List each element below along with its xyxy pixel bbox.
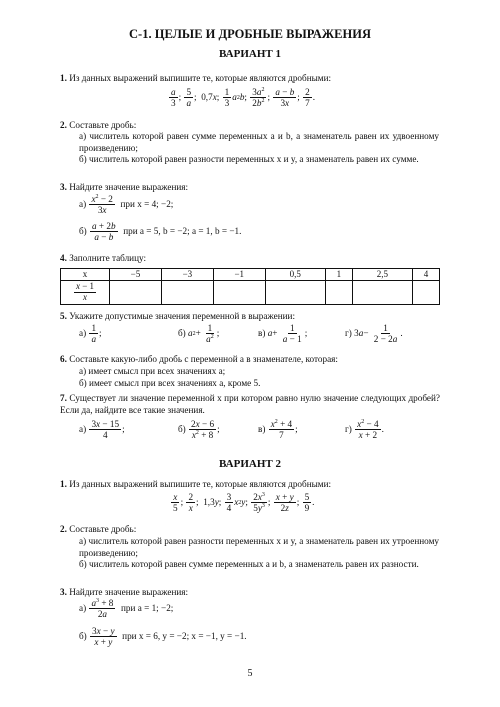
table-header-cell: 4 bbox=[412, 269, 439, 281]
v1-q5-b: б) a 2 + $\frac{1}{a^2}$ ; bbox=[178, 323, 220, 345]
v1-q7-d: г) $\frac{x^2 - 4}{x + 2}$ . bbox=[345, 418, 384, 441]
variant-1-heading: ВАРИАНТ 1 bbox=[219, 48, 281, 60]
v1-q4: 4. Заполните таблицу: bbox=[60, 253, 147, 263]
v2-q3-a: а) $\frac{a^3 + 8}{2a}$ при a = 1; −2; bbox=[79, 597, 174, 620]
table-header-cell: 1 bbox=[325, 269, 352, 281]
table-header-cell: −1 bbox=[213, 269, 265, 281]
variant-2-heading: ВАРИАНТ 2 bbox=[219, 458, 281, 470]
v1-q5-a: а) $\frac{1}{a}$ ; bbox=[79, 323, 102, 345]
v1-q4-table bbox=[60, 268, 440, 305]
v1-q7: 7. Существует ли значение переменной x при котором равно нулю значение следующих дробей? Если да, найдите все такие значения. bbox=[60, 393, 440, 415]
v1-q7-c: в) $\frac{x^2 + 4}{7}$ ; bbox=[258, 418, 298, 441]
table-header-cell: 2,5 bbox=[352, 269, 412, 281]
v1-q2-a: а) числитель которой равен сумме переменных a и b, а знаменатель равен их удвоенному произведению; bbox=[79, 131, 439, 153]
v1-q2: 2. Составьте дробь: bbox=[60, 120, 137, 130]
v1-q5-c: в) a + $\frac{1}{a - 1}$ ; bbox=[258, 323, 308, 345]
table-header-cell: −5 bbox=[110, 269, 162, 281]
v2-q3: 3. Найдите значение выражения: bbox=[60, 587, 189, 597]
v2-q1-expressions: $\frac{x}{5}$ ; $\frac{2}{x}$ ; 1,3 y ; $\frac{3}{4}$ x 2 y ; $\frac{2x^3}{5y^3}$ ; $\frac{x + y}{2z}$ ; $\frac{5}{9}$ . bbox=[173, 491, 315, 514]
v1-q1-expressions: $\frac{a}{3}$ ; $\frac{5}{a}$ ; 0,7 x ; $\frac{1}{3}$ a 2 b ; $\frac{3a^2}{2b^2}$ ; $\frac{a - b}{3x}$ ; $\frac{2}{7}$ . bbox=[171, 86, 316, 109]
v1-q3-a: а) $\frac{x^2 - 2}{3x}$ при x = 4; −2; bbox=[79, 193, 174, 216]
table-cell[interactable] bbox=[352, 281, 412, 305]
table-cell[interactable] bbox=[161, 281, 213, 305]
table-cell[interactable] bbox=[325, 281, 352, 305]
v1-q3: 3. Найдите значение выражения: bbox=[60, 182, 189, 192]
v1-q7-a: а) $\frac{3x - 15}{4}$ ; bbox=[79, 419, 125, 441]
v2-q2-b: б) числитель которой равен сумме переменных a и b, а знаменатель равен их разности. bbox=[79, 559, 419, 569]
v2-q2: 2. Составьте дробь: bbox=[60, 524, 137, 534]
v1-q5: 5. Укажите допустимые значения переменной в выражении: bbox=[60, 311, 296, 321]
page-number: 5 bbox=[247, 668, 253, 679]
table-row-label: $\frac{x - 1}{x}$ bbox=[61, 281, 110, 305]
v1-q1: 1. Из данных выражений выпишите те, которые являются дробными: bbox=[60, 73, 332, 83]
table-header-cell: x bbox=[61, 269, 110, 281]
table-header-cell: −3 bbox=[161, 269, 213, 281]
v1-q6-a: а) имеет смысл при всех значениях a; bbox=[79, 366, 226, 376]
page-title: С-1. ЦЕЛЫЕ И ДРОБНЫЕ ВЫРАЖЕНИЯ bbox=[129, 27, 371, 41]
table-cell[interactable] bbox=[110, 281, 162, 305]
table-cell[interactable] bbox=[412, 281, 439, 305]
v2-q3-b: б) $\frac{3x - y}{x + y}$ при x = 6, y = −2; x = −1, y = −1. bbox=[79, 626, 247, 648]
v1-q7-b: б) $\frac{2x - 6}{x^2 + 8}$ ; bbox=[178, 419, 220, 441]
v2-q2-a: а) числитель которой равен разности переменных x и y, а знаменатель равен их утроенному произведению; bbox=[79, 536, 439, 558]
table-header-cell: 0,5 bbox=[265, 269, 325, 281]
table-cell[interactable] bbox=[213, 281, 265, 305]
v1-q2-b: б) числитель которой равен разности переменных x и y, а знаменатель равен их сумме. bbox=[79, 154, 419, 164]
v1-q6-b: б) имеет смысл при всех значениях a, кроме 5. bbox=[79, 378, 261, 388]
v1-q3-b: б) $\frac{a + 2b}{a - b}$ при a = 5, b = −2; a = 1, b = −1. bbox=[79, 221, 242, 243]
v1-q6: 6. Составьте какую-либо дробь с переменной a в знаменателе, которая: bbox=[60, 354, 338, 364]
table-cell[interactable] bbox=[265, 281, 325, 305]
v2-q1: 1. Из данных выражений выпишите те, которые являются дробными: bbox=[60, 479, 332, 489]
v1-q5-d: г) 3 a − $\frac{1}{2 - 2a}$ . bbox=[345, 323, 403, 345]
